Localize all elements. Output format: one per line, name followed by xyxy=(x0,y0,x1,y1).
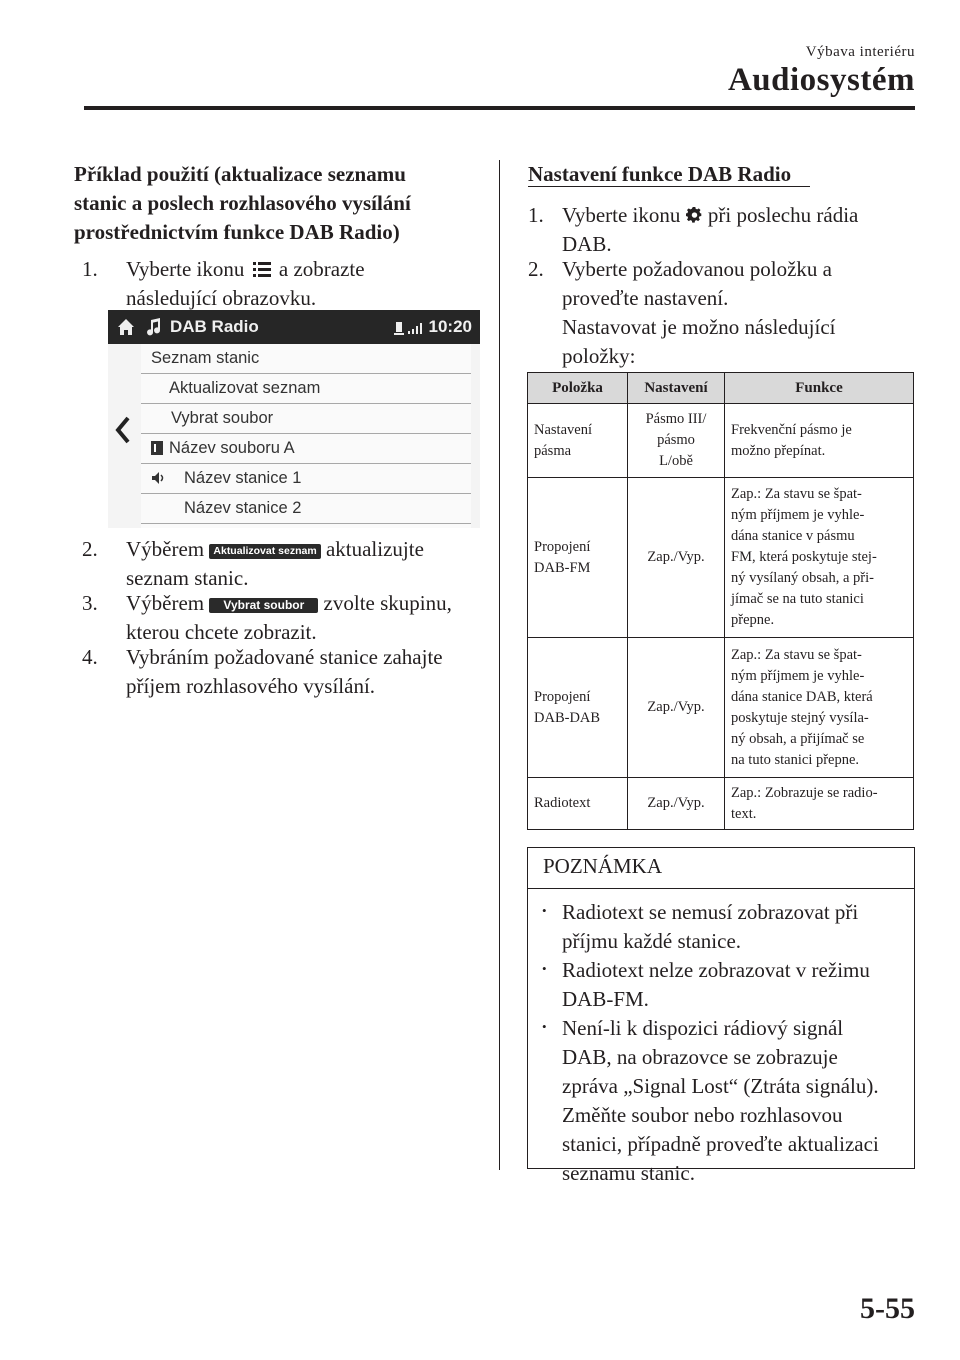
station-list xyxy=(141,344,471,528)
cell-item: Propojení DAB-FM xyxy=(528,478,628,638)
note-title: POZNÁMKA xyxy=(543,854,663,878)
list-item-station[interactable]: Název stanice 1 xyxy=(141,464,471,494)
list-item-file[interactable]: Název souboru A xyxy=(141,434,471,464)
page-number: 5-55 xyxy=(860,1292,915,1325)
settings-heading: Nastavení funkce DAB Radio xyxy=(528,162,792,186)
dab-radio-screen xyxy=(108,310,480,528)
cell-setting: Zap./Vyp. xyxy=(628,778,725,830)
col-header-function: Funkce xyxy=(725,373,914,404)
heading-underline xyxy=(528,186,810,187)
section-title: Výbava interiéru xyxy=(805,44,915,60)
col-header-setting: Nastavení xyxy=(628,373,725,404)
col-header-item: Položka xyxy=(528,373,628,404)
screen-clock: 10:20 xyxy=(428,317,472,336)
table-row xyxy=(528,478,914,638)
cell-item: Radiotext xyxy=(528,778,628,830)
screen-title: DAB Radio xyxy=(170,317,259,336)
list-item-station[interactable]: Název stanice 2 xyxy=(141,494,471,524)
screen-top-bar xyxy=(108,310,480,344)
select-file-button[interactable]: Vybrat soubor xyxy=(141,404,471,434)
cell-setting: Pásmo III/ pásmo L/obě xyxy=(628,404,725,478)
select-file-chip: Vybrat soubor xyxy=(209,598,318,613)
home-icon[interactable] xyxy=(117,318,135,341)
table-row xyxy=(528,638,914,778)
column-divider xyxy=(499,160,500,1170)
gear-icon xyxy=(686,203,703,232)
chapter-title: Audiosystém xyxy=(727,62,915,98)
screen-left-panel xyxy=(108,344,141,528)
update-list-chip: Aktualizovat seznam xyxy=(209,544,320,559)
settings-table xyxy=(527,372,914,830)
screen-right-panel xyxy=(471,344,480,528)
table-row xyxy=(528,778,914,830)
music-note-icon xyxy=(146,318,162,341)
speaker-icon xyxy=(151,471,165,490)
cell-setting: Zap./Vyp. xyxy=(628,478,725,638)
back-chevron-icon[interactable] xyxy=(115,416,131,449)
cell-setting: Zap./Vyp. xyxy=(628,638,725,778)
list-icon xyxy=(252,258,272,287)
cell-function: Zap.: Za stavu se špat- ným příjmem je vyhle- dána stanice v pásmu FM, která poskytuje stej- ný vysílaný obsah, a při- jímač se na tuto stanici přepne. xyxy=(725,478,914,638)
left-step-4: 4. Vybráním požadované stanice zahajte příjem rozhlasového vysílání. xyxy=(82,645,443,698)
left-step-3: 3. Výběrem Vybrat soubor zvolte skupinu, kterou chcete zobrazit. xyxy=(82,591,452,644)
header-rule xyxy=(84,106,915,110)
left-step-1: 1. Vyberte ikonu a zobrazte následující obrazovku. xyxy=(82,257,365,310)
cell-function: Frekvenční pásmo je možno přepínat. xyxy=(725,404,914,478)
update-list-button[interactable]: Aktualizovat seznam xyxy=(141,374,471,404)
right-step-1: 1. Vyberte ikonu při poslechu rádia DAB. xyxy=(528,203,859,256)
list-item-seznam-stanic: Seznam stanic xyxy=(141,344,471,374)
note-box: POZNÁMKA • Radiotext se nemusí zobrazovat při příjmu každé stanice. • Radiotext nelze zobrazovat v režimu DAB-FM. • Není-li k dispozici rádiový signál DAB, na obrazovce se zobrazuje zpráva „Signal Lost“ (Ztráta signálu). Změňte soubor nebo rozhlasovou stanici, případně proveďte aktualizaci seznamu stanic. xyxy=(527,847,915,1169)
cell-function: Zap.: Za stavu se špat- ným příjmem je vyhle- dána stanice DAB, která poskytuje stejný vysíla- ný obsah, a přijímač se na tuto stanici přepne. xyxy=(725,638,914,778)
cell-item: Nastavení pásma xyxy=(528,404,628,478)
folder-icon xyxy=(151,441,163,460)
cell-item: Propojení DAB-DAB xyxy=(528,638,628,778)
signal-icon xyxy=(394,318,424,341)
cell-function: Zap.: Zobrazuje se radio- text. xyxy=(725,778,914,830)
left-step-2: 2. Výběrem Aktualizovat seznam aktualizujte seznam stanic. xyxy=(82,537,424,590)
right-step-2: 2. Vyberte požadovanou položku a proveďte nastavení. Nastavovat je možno následující položky: xyxy=(528,257,836,368)
example-heading: Příklad použití (aktualizace seznamu stanic a poslech rozhlasového vysílání prostřednictvím funkce DAB Radio) xyxy=(74,162,411,244)
table-row xyxy=(528,404,914,478)
table-header-row xyxy=(528,373,914,404)
note-header xyxy=(528,848,914,889)
